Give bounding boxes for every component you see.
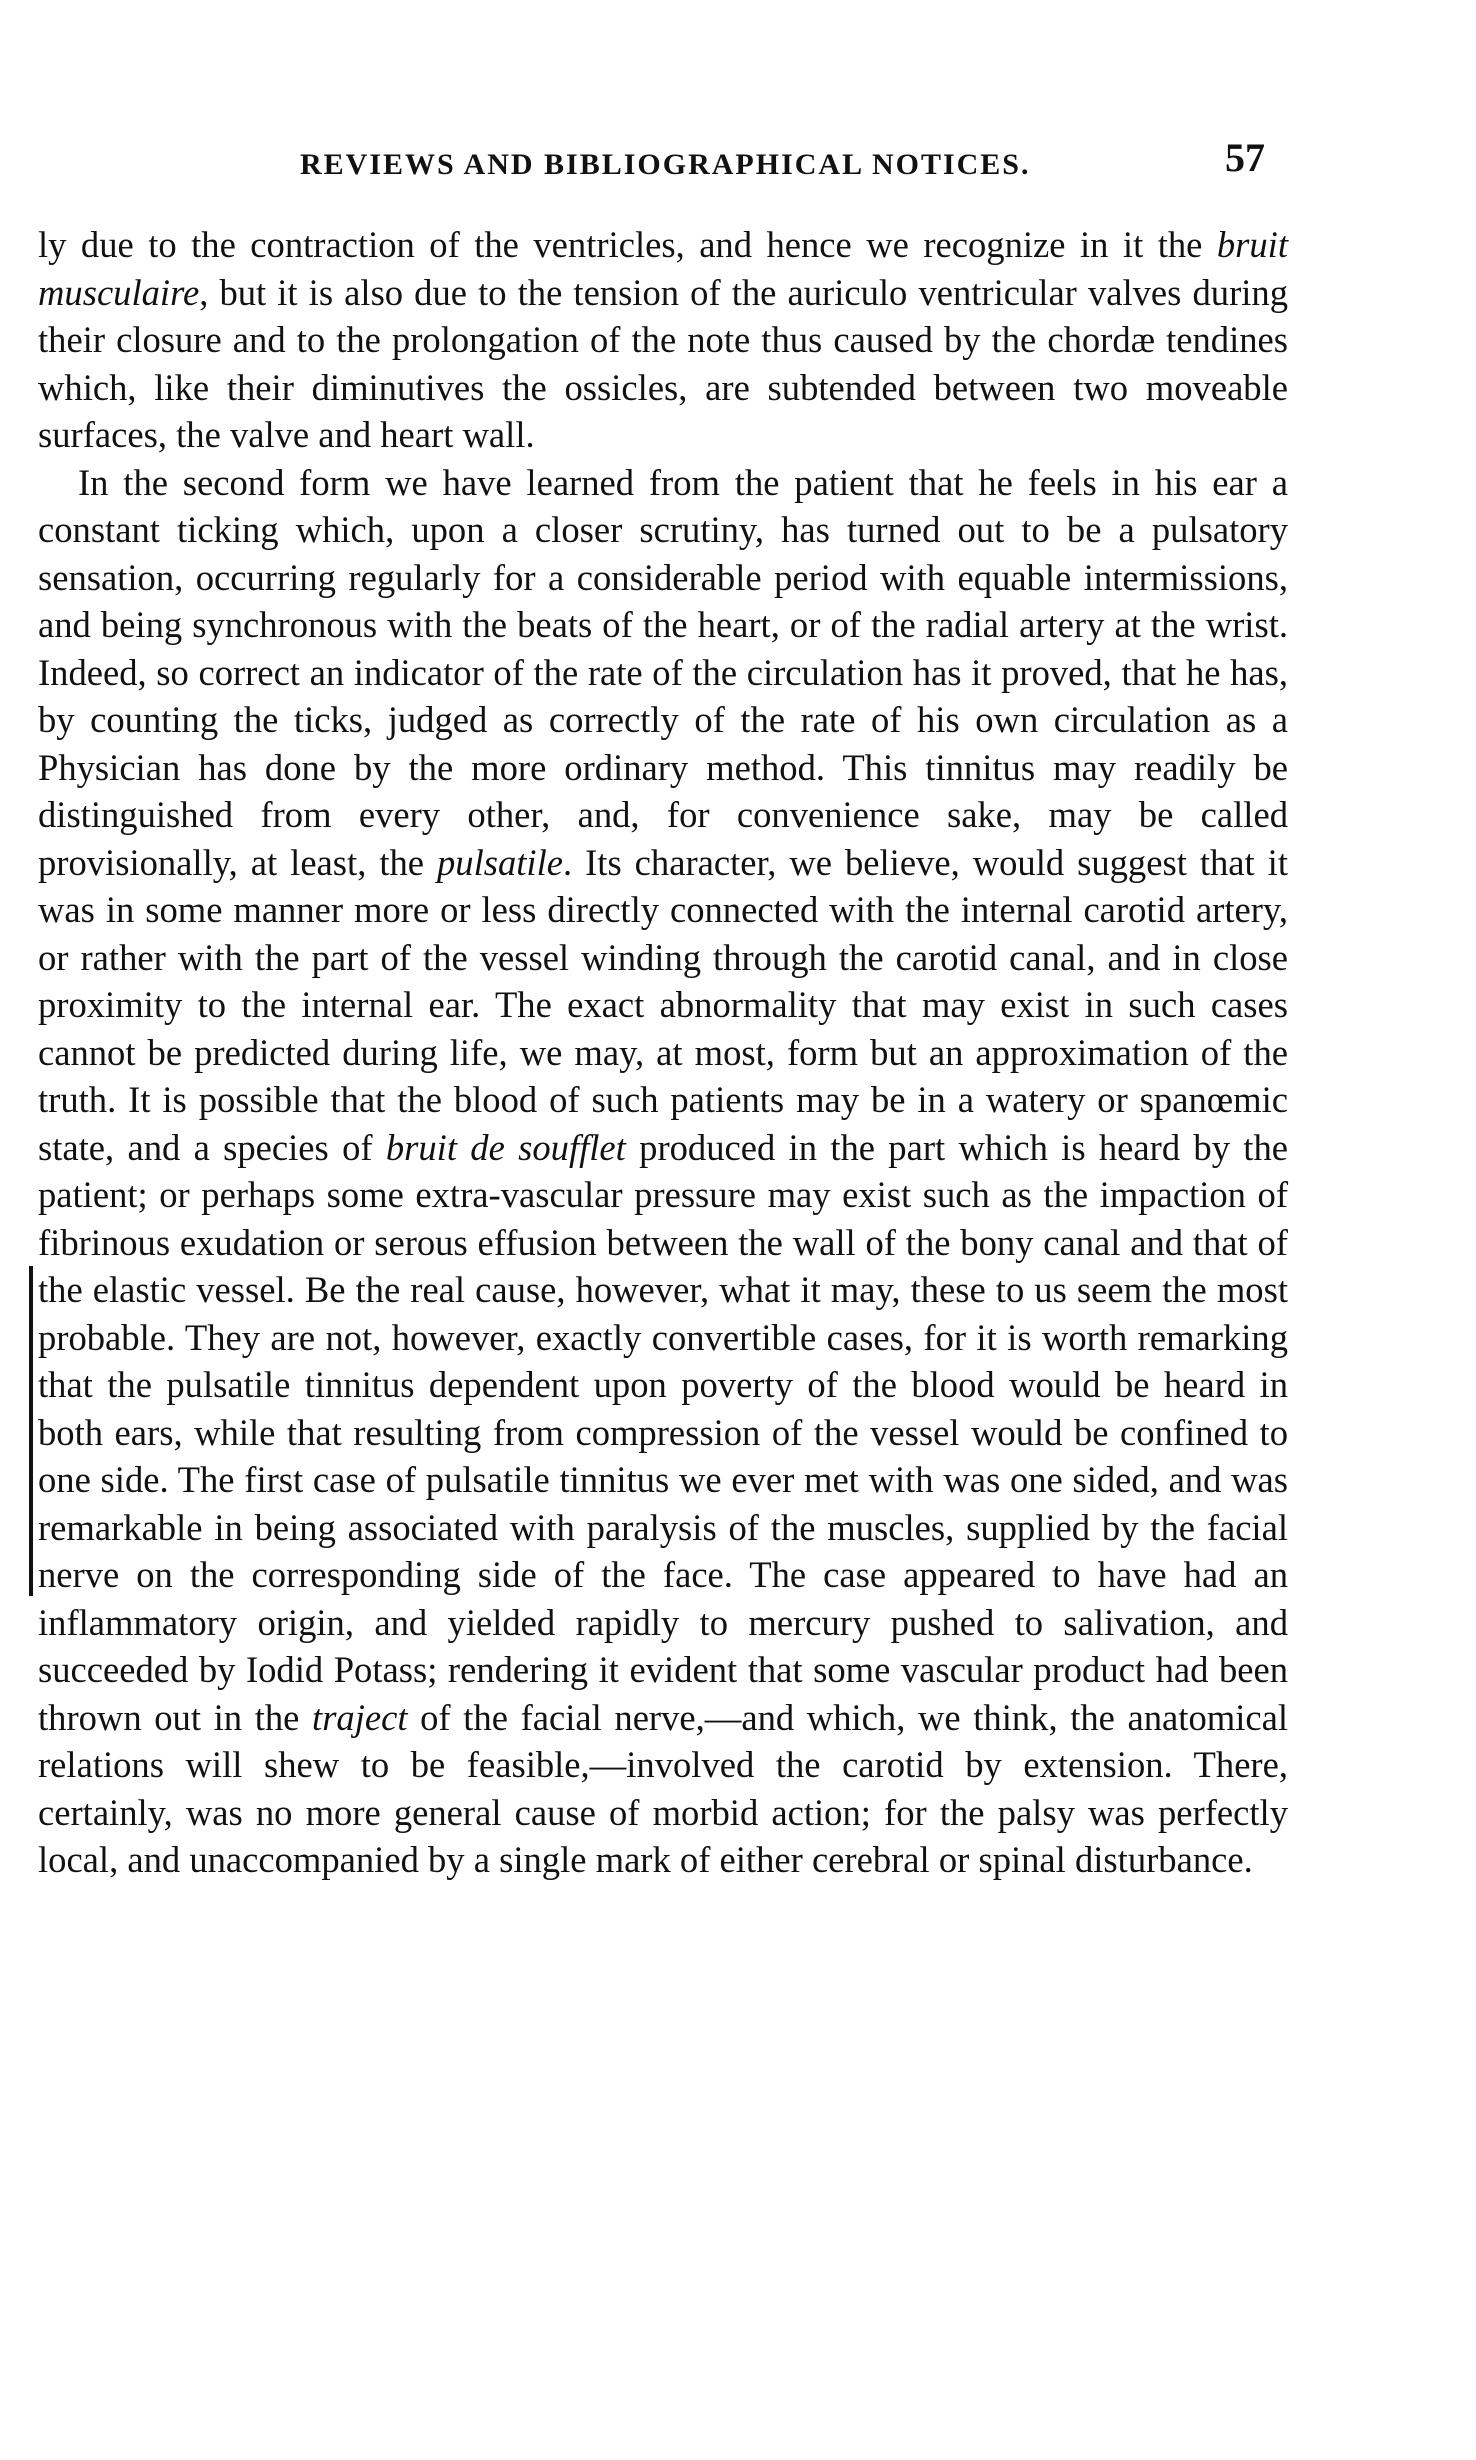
text-run: ly due to the contraction of the ventricles, and hence we recognize in it the <box>38 224 1217 265</box>
italic-term: bruit musculaire <box>38 224 1288 313</box>
text-run: of the facial nerve,—and which, we think, the anatomical relations will shew to be feasible,—involved the carotid by extension. There, certainly, was no more general cause of morbid action; for the palsy was perfectly local, and unaccompanied by a single mark of either cerebral or spinal disturbance. <box>38 1696 1288 1880</box>
text-run: , but it is also due to the tension of the auriculo ventricular valves during their closure and to the prolongation of the note thus caused by the chordæ tendines which, like their diminutives the ossicles, are subtended between two moveable surfaces, the valve and heart wall. <box>38 271 1288 455</box>
text-run: In the second form we have learned from the patient that he feels in his ear a constant ticking which, upon a closer scrutiny, has turned out to be a pulsatory sensation, occurring regularly for a considerable period with equable intermissions, and being synchronous with the beats of the heart, or of the radial artery at the wrist. Indeed, so correct an indicator of the rate of the circulation has it proved, that he has, by counting the ticks, judged as correctly of the rate of his own circulation as a Physician has done by the more ordinary method. This tinnitus may readily be distinguished from every other, and, for convenience sake, may be called provisionally, at least, the <box>38 461 1288 883</box>
italic-term: pulsatile <box>437 841 563 883</box>
running-title: REVIEWS AND BIBLIOGRAPHICAL NOTICES. <box>300 148 1031 181</box>
italic-term: bruit de soufflet <box>385 1126 626 1168</box>
page-number: 57 <box>1225 135 1265 180</box>
italic-term: traject <box>312 1696 408 1738</box>
paragraph <box>38 459 1288 1884</box>
margin-rule <box>29 1266 33 1596</box>
paragraph <box>38 221 1288 459</box>
running-head <box>0 134 1476 194</box>
body-text <box>38 221 1288 1884</box>
text-run: produced in the part which is heard by the patient; or perhaps some extra-vascular pressure may exist such as the impaction of fibrinous exudation or serous effusion between the wall of the bony canal and that of the elastic vessel. Be the real cause, however, what it may, these to us seem the most probable. They are not, however, exactly convertible cases, for it is worth remarking that the pulsatile tinnitus dependent upon poverty of the blood would be heard in both ears, while that resulting from compression of the vessel would be confined to one side. The first case of pulsatile tinnitus we ever met with was one sided, and was remarkable in being associated with paralysis of the muscles, supplied by the facial nerve on the corresponding side of the face. The case appeared to have had an inflammatory origin, and yielded rapidly to mercury pushed to salivation, and succeeded by Iodid Potass; rendering it evident that some vascular product had been thrown out in the <box>38 1126 1288 1738</box>
text-run: . Its character, we believe, would suggest that it was in some manner more or less directly connected with the internal carotid artery, or rather with the part of the vessel winding through the carotid canal, and in close proximity to the internal ear. The exact abnormality that may exist in such cases cannot be predicted during life, we may, at most, form but an approximation of the truth. It is possible that the blood of such patients may be in a watery or spanœmic state, and a species of <box>38 841 1288 1168</box>
